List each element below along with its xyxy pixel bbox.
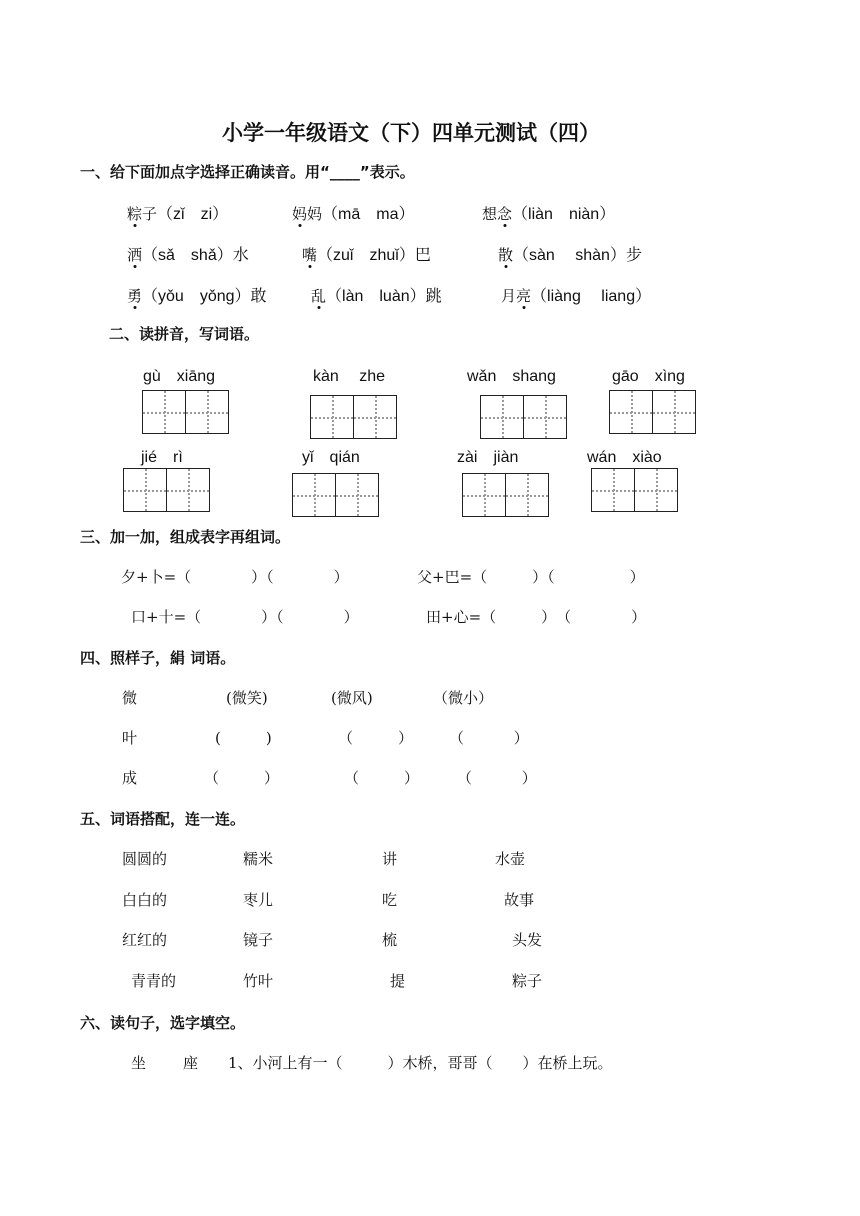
grid-cell[interactable] <box>523 396 566 438</box>
grid-cell[interactable] <box>592 469 634 511</box>
grid-cell[interactable] <box>311 396 353 438</box>
reading-item-6: 散（sàn shàn）步 <box>498 246 642 264</box>
reading-item-9: 月亮（liàng liang） <box>501 287 652 305</box>
answer-blank[interactable]: （ ） <box>204 769 280 787</box>
match-word[interactable]: 白白的 <box>122 891 168 909</box>
grid-cell[interactable] <box>293 474 335 516</box>
answer-blank[interactable]: （ ） <box>457 769 537 787</box>
match-word[interactable]: 红红的 <box>122 931 168 949</box>
section-6-heading: 六、读句子，选字填空。 <box>80 1014 246 1032</box>
match-word[interactable]: 水壶 <box>495 850 526 868</box>
dotted-char: 妈 <box>292 205 308 223</box>
match-word[interactable]: 枣儿 <box>243 891 274 909</box>
match-word[interactable]: 糯米 <box>243 850 274 868</box>
page-title: 小学一年级语文（下）四单元测试（四） <box>222 121 600 145</box>
grid-cell[interactable] <box>634 469 677 511</box>
reading-item-2: 妈妈（mā ma） <box>292 205 415 223</box>
example-char: 微 <box>122 689 138 707</box>
example-word: （微小） <box>433 689 494 707</box>
section-2-heading: 二、读拼音，写词语。 <box>109 325 260 343</box>
reading-item-8: 乱（làn luàn）跳 <box>311 287 442 305</box>
reading-item-3: 想念（liàn niàn） <box>482 205 616 223</box>
pinyin-label: wán xiào <box>587 449 662 466</box>
section-5-heading: 五、词语搭配，连一连。 <box>80 810 246 828</box>
combine-row-2b: 田+心=（ ） （ ） <box>426 608 647 626</box>
match-word[interactable]: 讲 <box>382 850 398 868</box>
match-word[interactable]: 圆圆的 <box>122 850 168 868</box>
base-char: 成 <box>122 769 138 787</box>
match-word[interactable]: 故事 <box>504 891 535 909</box>
match-word[interactable]: 青青的 <box>131 972 177 990</box>
combine-row-1a: 夕+卜=（ ）（ ） <box>121 568 349 586</box>
dotted-char: 念 <box>497 205 513 223</box>
grid-cell[interactable] <box>185 391 228 433</box>
reading-item-7: 勇（yǒu yǒng）敢 <box>127 287 267 305</box>
dotted-char: 散 <box>498 246 514 264</box>
pinyin-label: gāo xìng <box>612 368 685 385</box>
reading-item-5: 嘴（zuǐ zhuǐ）巴 <box>302 246 431 264</box>
match-word[interactable]: 粽子 <box>512 972 543 990</box>
grid-cell[interactable] <box>335 474 378 516</box>
grid-cell[interactable] <box>353 396 396 438</box>
writing-grid[interactable] <box>142 390 229 434</box>
grid-cell[interactable] <box>505 474 548 516</box>
answer-blank[interactable]: ( ) <box>215 729 272 747</box>
pinyin-label: jié rì <box>141 449 183 466</box>
section-3-heading: 三、加一加，组成表字再组词。 <box>80 528 291 546</box>
match-word[interactable]: 竹叶 <box>243 972 274 990</box>
pinyin-label: wǎn shang <box>467 368 556 385</box>
match-word[interactable]: 提 <box>390 972 406 990</box>
answer-blank[interactable]: （ ） <box>449 729 529 747</box>
example-word: (微风) <box>331 689 373 707</box>
base-char: 叶 <box>122 729 138 747</box>
pinyin-label: zài jiàn <box>457 449 519 466</box>
match-word[interactable]: 头发 <box>512 931 543 949</box>
writing-grid[interactable] <box>292 473 379 517</box>
dotted-char: 洒 <box>127 246 143 264</box>
match-word[interactable]: 吃 <box>382 891 398 909</box>
match-word[interactable]: 梳 <box>382 931 398 949</box>
section-1-heading: 一、给下面加点字选择正确读音。用“____”表示。 <box>80 163 415 181</box>
answer-blank[interactable]: （ ） <box>344 769 420 787</box>
reading-item-1: 粽子（zǐ zi） <box>127 205 229 223</box>
writing-grid[interactable] <box>591 468 678 512</box>
writing-grid[interactable] <box>480 395 567 439</box>
grid-cell[interactable] <box>610 391 652 433</box>
grid-cell[interactable] <box>166 469 209 511</box>
reading-item-4: 洒（sǎ shǎ）水 <box>127 246 249 264</box>
answer-blank[interactable]: （ ） <box>338 729 414 747</box>
dotted-char: 嘴 <box>302 246 318 264</box>
example-word: (微笑) <box>226 689 268 707</box>
writing-grid[interactable] <box>609 390 696 434</box>
writing-grid[interactable] <box>462 473 549 517</box>
dotted-char: 勇 <box>127 287 143 305</box>
combine-row-2a: 口+十=（ ）（ ） <box>131 608 359 626</box>
pinyin-label: yǐ qián <box>302 449 360 466</box>
grid-cell[interactable] <box>463 474 505 516</box>
match-word[interactable]: 镜子 <box>243 931 274 949</box>
writing-grid[interactable] <box>310 395 397 439</box>
grid-cell[interactable] <box>143 391 185 433</box>
grid-cell[interactable] <box>481 396 523 438</box>
choice-char-1: 坐 <box>131 1054 147 1072</box>
grid-cell[interactable] <box>124 469 166 511</box>
pinyin-label: kàn zhe <box>313 368 386 385</box>
pinyin-label: gù xiāng <box>143 368 216 385</box>
dotted-char: 亮 <box>516 287 532 305</box>
fill-sentence-1: 1、小河上有一（ ）木桥，哥哥（ ）在桥上玩。 <box>228 1054 613 1072</box>
grid-cell[interactable] <box>652 391 695 433</box>
combine-row-1b: 父+巴=（ ）（ ） <box>417 568 645 586</box>
dotted-char: 乱 <box>311 287 327 305</box>
choice-char-2: 座 <box>183 1054 199 1072</box>
section-4-heading: 四、照样子，絹 词语。 <box>80 649 236 667</box>
writing-grid[interactable] <box>123 468 210 512</box>
dotted-char: 粽 <box>127 205 143 223</box>
